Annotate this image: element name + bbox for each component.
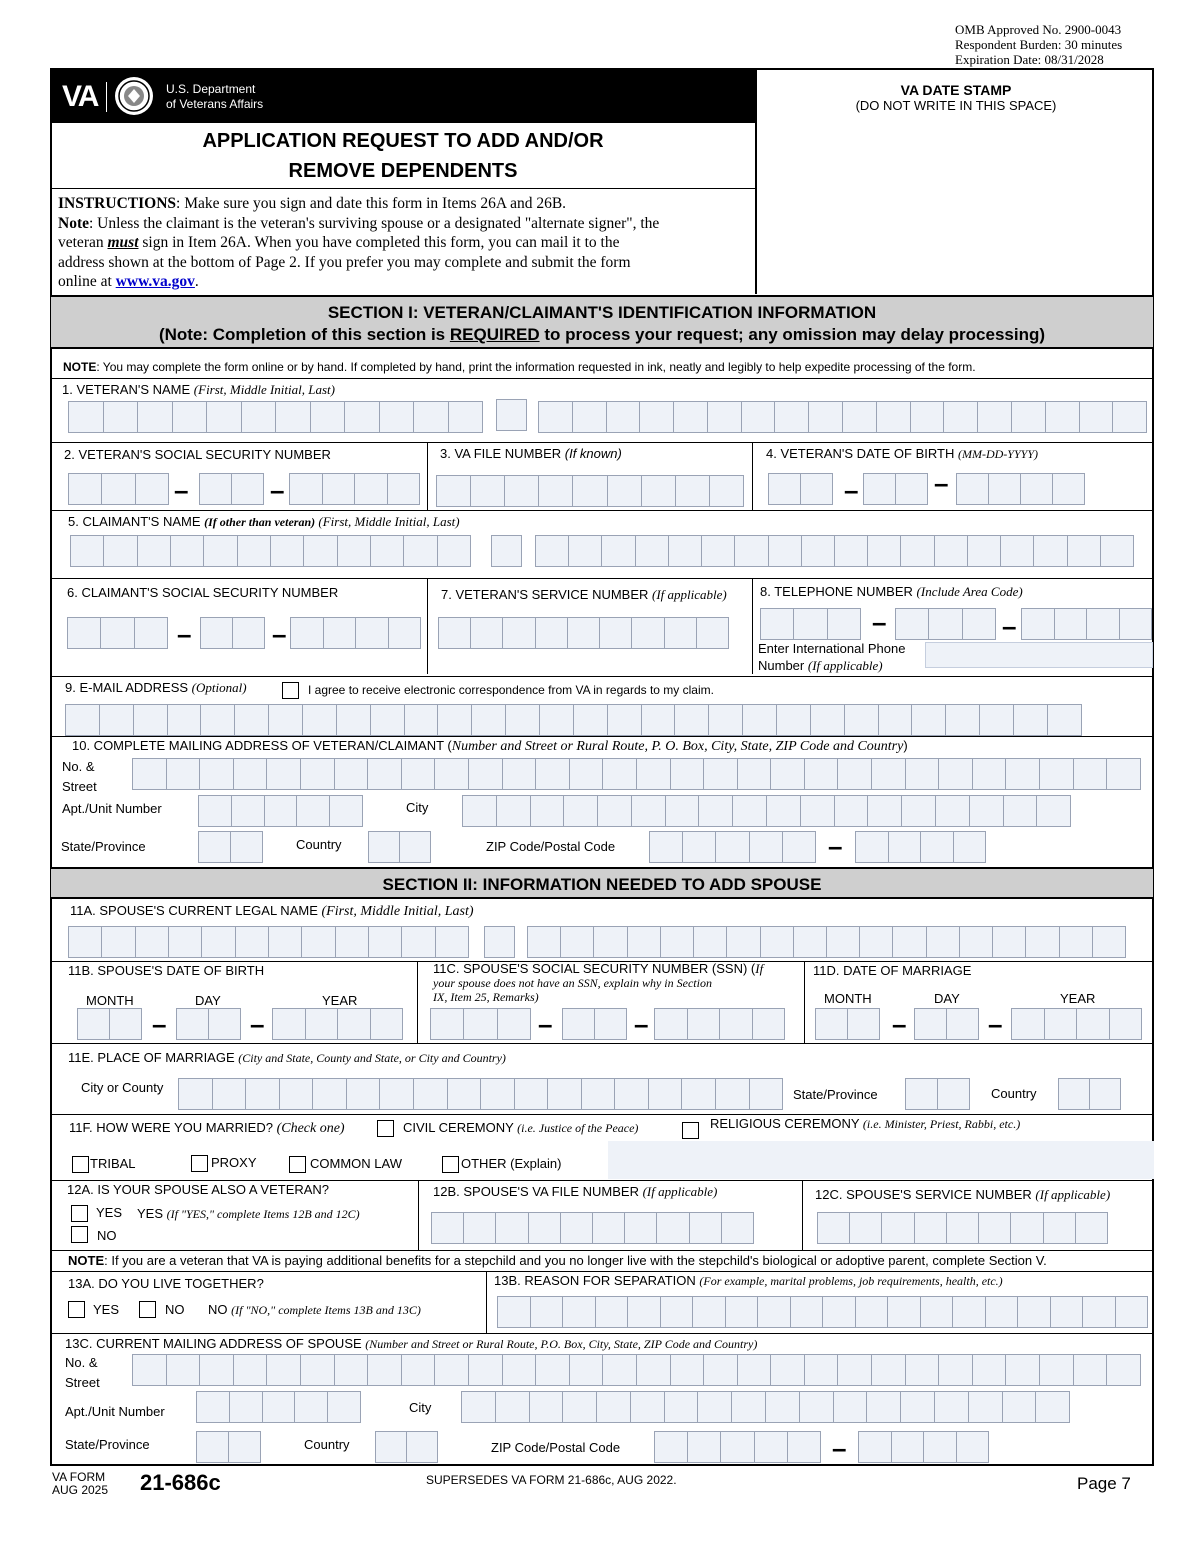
expiration-date: Expiration Date: 08/31/2028 (955, 52, 1104, 67)
dash: – (844, 475, 859, 505)
spouse-ssn-part1-input[interactable] (430, 1008, 530, 1040)
dash: – (892, 1009, 907, 1039)
stamp-title: VA DATE STAMP (900, 82, 1012, 98)
spouse-street-input[interactable] (132, 1354, 1140, 1386)
spouse-veteran-yes-label: YES (96, 1205, 123, 1220)
veteran-dob-day-input[interactable] (863, 473, 927, 505)
title-line1: APPLICATION REQUEST TO ADD AND/OR (202, 130, 604, 152)
apt-input[interactable] (198, 795, 362, 827)
marriage-day-label: DAY (934, 991, 960, 1006)
claimant-ssn-part2-input[interactable] (200, 617, 264, 649)
claimant-middle-initial-input[interactable] (491, 535, 521, 567)
spouse-apt-input[interactable] (196, 1391, 360, 1423)
va-logo: VA (62, 80, 98, 113)
zip-label: ZIP Code/Postal Code (486, 839, 616, 854)
veteran-dob-year-input[interactable] (956, 473, 1084, 505)
service-number-input[interactable] (438, 617, 728, 649)
email-input[interactable] (65, 704, 1081, 736)
spouse-first-name-input[interactable] (68, 926, 468, 958)
veteran-dob-month-input[interactable] (768, 473, 832, 505)
live-together-label: 13A. DO YOU LIVE TOGETHER? (68, 1276, 264, 1291)
marriage-year-label: YEAR (1060, 991, 1096, 1006)
tribal-checkbox[interactable] (72, 1156, 89, 1173)
form-title (52, 126, 754, 186)
va-gov-link[interactable]: www.va.gov (115, 273, 195, 291)
rule (418, 1180, 419, 1250)
place-of-marriage-label: 11E. PLACE OF MARRIAGE (City and State, County and State, or City and Country) (68, 1050, 506, 1065)
civil-ceremony-checkbox[interactable] (377, 1120, 394, 1137)
instructions-lead: INSTRUCTIONS (58, 195, 177, 212)
spouse-service-number-label: 12C. SPOUSE'S SERVICE NUMBER (If applicable) (815, 1187, 1111, 1202)
omb-number: OMB Approved No. 2900-0043 (955, 22, 1122, 37)
live-together-yes-checkbox[interactable] (68, 1301, 85, 1318)
instructions (58, 194, 752, 292)
dash: – (270, 475, 285, 505)
separation-reason-label: 13B. REASON FOR SEPARATION (For example, marital problems, job requirements, health, etc.) (494, 1273, 1003, 1288)
dash: – (538, 1009, 553, 1039)
rule (52, 1114, 1154, 1115)
veteran-last-name-input[interactable] (538, 401, 1146, 433)
email-consent-checkbox[interactable] (282, 682, 299, 699)
section1-title: SECTION I: VETERAN/CLAIMANT'S IDENTIFICATION INFORMATION (327, 303, 877, 322)
spouse-last-name-input[interactable] (527, 926, 1125, 958)
rule (802, 1180, 803, 1250)
rule (52, 122, 756, 123)
instructions-text3a: veteran (58, 234, 108, 252)
instructions-text5a: online at (58, 273, 116, 291)
spouse-middle-initial-input[interactable] (484, 926, 514, 958)
spouse-dob-month-label: MONTH (86, 993, 134, 1008)
respondent-burden: Respondent Burden: 30 minutes (955, 37, 1123, 52)
other-marriage-checkbox[interactable] (442, 1156, 459, 1173)
service-number-label: 7. VETERAN'S SERVICE NUMBER (If applicable) (441, 587, 727, 602)
spouse-state-input[interactable] (196, 1431, 260, 1463)
veteran-ssn-part3-input[interactable] (289, 473, 419, 505)
section1-note: (Note: Completion of this section is REQUIRED to process your request; any omission may delay processing) (158, 325, 1046, 344)
dash: – (934, 468, 949, 498)
live-together-no-checkbox[interactable] (139, 1301, 156, 1318)
instructions-text3b: sign in Item 26A. When you have completed this form, you can mail it to the (138, 234, 620, 252)
page-number: Page 7 (1077, 1474, 1131, 1493)
separation-reason-input[interactable] (497, 1296, 1147, 1328)
section1-header (51, 295, 1153, 349)
spouse-address-label: 13C. CURRENT MAILING ADDRESS OF SPOUSE (Number and Street or Rural Route, P.O. Box, City, State, ZIP Code and Country) (65, 1336, 758, 1351)
rule (804, 961, 805, 1043)
instructions-text1: : Make sure you sign and date this form in Items 26A and 26B. (176, 195, 567, 212)
dash: – (634, 1009, 649, 1039)
veteran-dob-label: 4. VETERAN'S DATE OF BIRTH (MM-DD-YYYY) (766, 446, 1038, 461)
va-file-number-label: 3. VA FILE NUMBER (If known) (440, 446, 622, 461)
spouse-va-file-label: 12B. SPOUSE'S VA FILE NUMBER (If applicable) (433, 1184, 718, 1199)
note-top: NOTE: You may complete the form online or by hand. If completed by hand, print the information requested in ink, neatly and legibly to help expedite processing of the form. (63, 360, 976, 374)
note-stepchild: NOTE: If you are a veteran that VA is paying additional benefits for a stepchild and you no longer live with the stepchild's biological or adoptive parent, complete Section V. (68, 1253, 1047, 1268)
date-stamp-area (758, 82, 1154, 113)
spouse-state-label: State/Province (65, 1437, 150, 1452)
spouse-zip-input[interactable] (654, 1431, 820, 1463)
rule (427, 442, 428, 510)
spouse-va-file-input[interactable] (431, 1212, 753, 1244)
rule (52, 1271, 1154, 1272)
rule (52, 510, 1154, 511)
live-together-no-label: NO (165, 1302, 185, 1317)
title-line2: REMOVE DEPENDENTS (288, 160, 518, 182)
religious-ceremony-checkbox[interactable] (682, 1122, 699, 1139)
intl-phone-input[interactable] (925, 642, 1153, 668)
marriage-day-input[interactable] (914, 1008, 978, 1040)
veteran-ssn-part2-input[interactable] (199, 473, 263, 505)
spouse-country-input[interactable] (375, 1431, 437, 1463)
spouse-zip-label: ZIP Code/Postal Code (491, 1440, 621, 1455)
rule (52, 1180, 1154, 1181)
tribal-label: TRIBAL (90, 1156, 136, 1171)
live-together-no-hint: NO (If "NO," complete Items 13B and 13C) (208, 1302, 421, 1317)
common-law-checkbox[interactable] (289, 1156, 306, 1173)
spouse-name-label: 11A. SPOUSE'S CURRENT LEGAL NAME (First, Middle Initial, Last) (70, 903, 474, 919)
spouse-apt-label: Apt./Unit Number (65, 1404, 165, 1419)
rule (52, 736, 1154, 737)
intl-phone-label: Enter International Phone Number (If applicable) (758, 641, 906, 673)
dept-line2: of Veterans Affairs (166, 97, 264, 111)
marriage-state-input[interactable] (905, 1078, 969, 1110)
spouse-city-input[interactable] (461, 1391, 1069, 1423)
marriage-country-label: Country (991, 1086, 1037, 1101)
rule (52, 378, 1154, 379)
rule (52, 1043, 1154, 1044)
city-label: City (406, 800, 429, 815)
proxy-label: PROXY (211, 1155, 257, 1170)
claimant-ssn-part1-input[interactable] (67, 617, 167, 649)
street-input[interactable] (132, 758, 1140, 790)
dash: – (988, 1009, 1003, 1039)
religious-ceremony-label: RELIGIOUS CEREMONY (i.e. Minister, Priest, Rabbi, etc.) (710, 1116, 1021, 1131)
telephone-label: 8. TELEPHONE NUMBER (Include Area Code) (760, 584, 1023, 599)
live-together-yes-label: YES (93, 1302, 120, 1317)
spouse-city-label: City (409, 1400, 432, 1415)
rule (427, 578, 428, 674)
supersedes: SUPERSEDES VA FORM 21-686c, AUG 2022. (426, 1473, 677, 1487)
omb-info (955, 22, 1122, 67)
veteran-middle-initial-input[interactable] (496, 399, 526, 431)
zip-input[interactable] (649, 831, 815, 863)
dash: – (872, 607, 887, 637)
rule (52, 578, 1154, 579)
claimant-last-name-input[interactable] (535, 535, 1133, 567)
veteran-ssn-label: 2. VETERAN'S SOCIAL SECURITY NUMBER (64, 447, 331, 462)
marriage-month-input[interactable] (815, 1008, 879, 1040)
instructions-text4: address shown at the bottom of Page 2. If you prefer you may complete and submit the form (58, 253, 631, 271)
claimant-name-label: 5. CLAIMANT'S NAME (If other than veteran) (First, Middle Initial, Last) (68, 514, 460, 529)
phone-prefix-input[interactable] (895, 608, 995, 640)
dept-name (166, 82, 263, 112)
email-label: 9. E-MAIL ADDRESS (Optional) (65, 680, 247, 695)
other-marriage-explain-input[interactable] (608, 1141, 1154, 1179)
spouse-veteran-yes-hint: YES (If "YES," complete Items 12B and 12C) (137, 1206, 360, 1221)
spouse-dob-day-input[interactable] (176, 1008, 240, 1040)
claimant-ssn-part3-input[interactable] (290, 617, 420, 649)
dash: – (272, 619, 287, 649)
dash: – (174, 475, 189, 505)
va-file-number-input[interactable] (436, 475, 743, 507)
phone-line-input[interactable] (1021, 608, 1151, 640)
how-married-label: 11F. HOW WERE YOU MARRIED? (Check one) (69, 1120, 345, 1136)
section2-header: SECTION II: INFORMATION NEEDED TO ADD SPOUSE (51, 867, 1153, 899)
dash: – (250, 1009, 265, 1039)
spouse-dob-label: 11B. SPOUSE'S DATE OF BIRTH (68, 963, 265, 978)
spouse-dob-year-label: YEAR (322, 993, 358, 1008)
marriage-date-label: 11D. DATE OF MARRIAGE (813, 963, 972, 978)
city-input[interactable] (462, 795, 1070, 827)
dash: – (1002, 611, 1017, 641)
country-label: Country (296, 837, 342, 852)
rule (52, 188, 756, 189)
zip-ext-input[interactable] (855, 831, 985, 863)
form-id: VA FORM AUG 2025 (52, 1470, 109, 1497)
phone-area-code-input[interactable] (760, 608, 860, 640)
proxy-checkbox[interactable] (191, 1155, 208, 1172)
dash: – (152, 1009, 167, 1039)
rule (52, 1250, 1154, 1251)
state-input[interactable] (198, 831, 262, 863)
rule (52, 676, 1154, 677)
state-label: State/Province (61, 839, 146, 854)
claimant-first-name-input[interactable] (70, 535, 470, 567)
mailing-address-label: 10. COMPLETE MAILING ADDRESS OF VETERAN/CLAIMANT (Number and Street or Rural Route, P. O. Box, City, State, ZIP Code and Country) (72, 738, 908, 754)
spouse-veteran-no-checkbox[interactable] (71, 1226, 88, 1243)
va-seal-icon (114, 76, 154, 116)
dash: – (828, 831, 843, 861)
spouse-ssn-part2-input[interactable] (562, 1008, 626, 1040)
marriage-city-input[interactable] (178, 1078, 782, 1110)
spouse-ssn-label: 11C. SPOUSE'S SOCIAL SECURITY NUMBER (SSN) (If your spouse does not have an SSN, explain why in Section IX, Item 25, Remarks) (433, 961, 764, 1004)
marriage-month-label: MONTH (824, 991, 872, 1006)
spouse-ssn-part3-input[interactable] (654, 1008, 784, 1040)
rule (52, 442, 1154, 443)
spouse-dob-month-input[interactable] (77, 1008, 141, 1040)
instructions-text2: : Unless the claimant is the veteran's surviving spouse or a designated "alternate signer", the (89, 214, 660, 232)
va-header-band (51, 70, 755, 123)
apt-label: Apt./Unit Number (62, 801, 162, 816)
veteran-first-name-input[interactable] (68, 401, 482, 433)
spouse-zip-ext-input[interactable] (858, 1431, 988, 1463)
instructions-text5b: . (194, 273, 199, 291)
marriage-state-label: State/Province (793, 1087, 878, 1102)
dept-line1: U.S. Department (166, 82, 256, 96)
spouse-veteran-label: 12A. IS YOUR SPOUSE ALSO A VETERAN? (67, 1182, 330, 1197)
common-law-label: COMMON LAW (310, 1156, 402, 1171)
claimant-ssn-label: 6. CLAIMANT'S SOCIAL SECURITY NUMBER (67, 585, 339, 600)
logo-divider (106, 82, 107, 112)
spouse-dob-day-label: DAY (195, 993, 221, 1008)
marriage-country-input[interactable] (1058, 1078, 1120, 1110)
rule (486, 1271, 487, 1333)
country-input[interactable] (368, 831, 430, 863)
veteran-ssn-part1-input[interactable] (68, 473, 168, 505)
marriage-city-label: City or County (81, 1080, 164, 1095)
spouse-veteran-yes-checkbox[interactable] (71, 1205, 88, 1222)
rule (752, 578, 753, 674)
form-number: 21-686c (140, 1470, 221, 1495)
other-marriage-label: OTHER (Explain) (461, 1156, 562, 1171)
stamp-divider (755, 70, 757, 294)
spouse-street-label: No. & Street (65, 1355, 100, 1390)
rule (417, 961, 418, 1043)
rule (52, 1333, 1154, 1334)
marriage-year-input[interactable] (1011, 1008, 1141, 1040)
spouse-veteran-no-label: NO (97, 1228, 117, 1243)
rule (752, 442, 753, 510)
stamp-subtitle: (DO NOT WRITE IN THIS SPACE) (855, 98, 1057, 113)
street-label: No. & Street (62, 759, 97, 794)
spouse-service-number-input[interactable] (817, 1212, 1107, 1244)
spouse-country-label: Country (304, 1437, 350, 1452)
dash: – (177, 619, 192, 649)
email-consent-text: I agree to receive electronic correspondence from VA in regards to my claim. (308, 683, 714, 697)
must-emphasis: must (107, 234, 139, 252)
dash: – (832, 1433, 847, 1463)
civil-ceremony-label: CIVIL CEREMONY (i.e. Justice of the Peace) (403, 1120, 639, 1135)
spouse-dob-year-input[interactable] (272, 1008, 402, 1040)
note-lead: Note (58, 214, 89, 232)
veteran-name-label: 1. VETERAN'S NAME (First, Middle Initial, Last) (62, 382, 335, 397)
